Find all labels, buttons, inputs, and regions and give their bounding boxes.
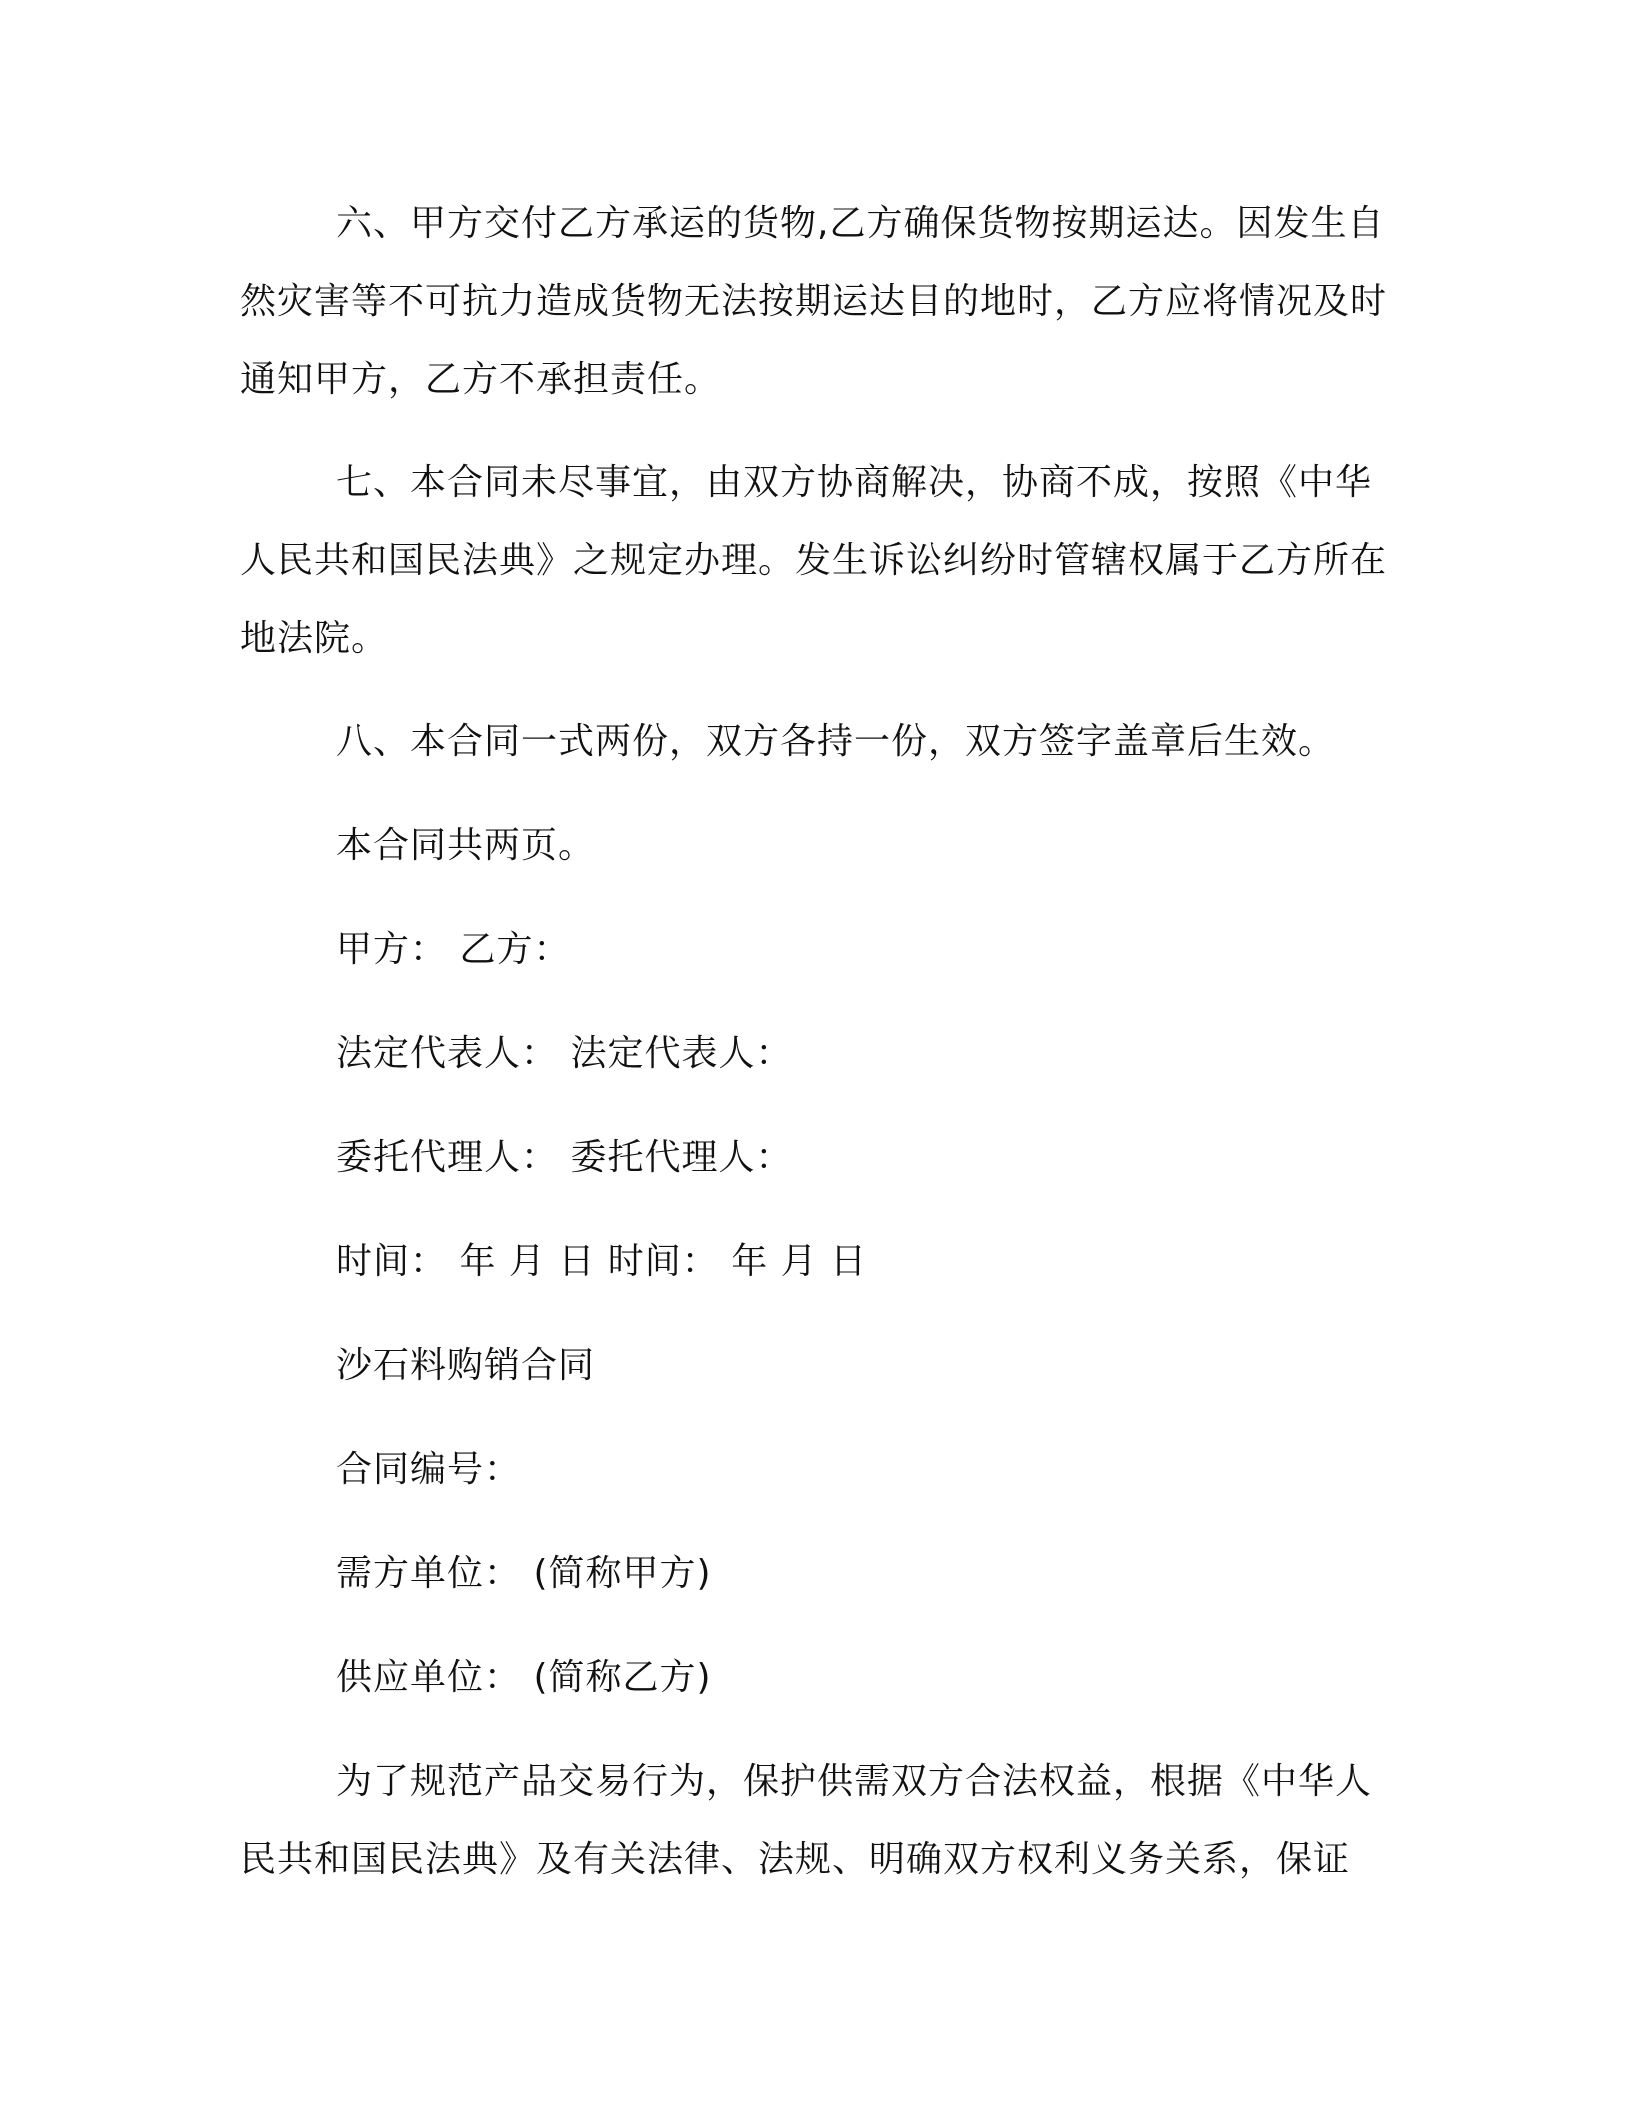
second-contract-title: 沙石料购销合同 xyxy=(336,1345,596,1386)
preamble: 为了规范产品交易行为，保护供需双方合法权益，根据《中华人民共和国民法典》及有关法律、法规、明确双方权利义务关系，保证 xyxy=(240,1761,1373,1880)
pages-note: 本合同共两页。 xyxy=(336,825,596,866)
buyer-unit: 需方单位： (简称甲方) xyxy=(336,1553,712,1594)
clause-6: 六、甲方交付乙方承运的货物,乙方确保货物按期运达。因发生自然灾害等不可抗力造成货物无法按期运达目的地时，乙方应将情况及时通知甲方，乙方不承担责任。 xyxy=(240,203,1388,400)
contract-number: 合同编号： xyxy=(336,1449,522,1490)
clause-7: 七、本合同未尽事宜，由双方协商解决，协商不成，按照《中华人民共和国民法典》之规定办理。发生诉讼纠纷时管辖权属于乙方所在地法院。 xyxy=(240,462,1388,659)
agent-line: 委托代理人： 委托代理人： xyxy=(336,1137,793,1178)
supplier-unit: 供应单位： (简称乙方) xyxy=(336,1657,712,1698)
date-line: 时间： 年 月 日 时间： 年 月 日 xyxy=(336,1241,868,1282)
legal-representative-line: 法定代表人： 法定代表人： xyxy=(336,1033,793,1074)
party-line: 甲方： 乙方： xyxy=(336,929,571,970)
document-body xyxy=(240,185,1390,1899)
clause-8: 八、本合同一式两份，双方各持一份，双方签字盖章后生效。 xyxy=(336,721,1336,762)
